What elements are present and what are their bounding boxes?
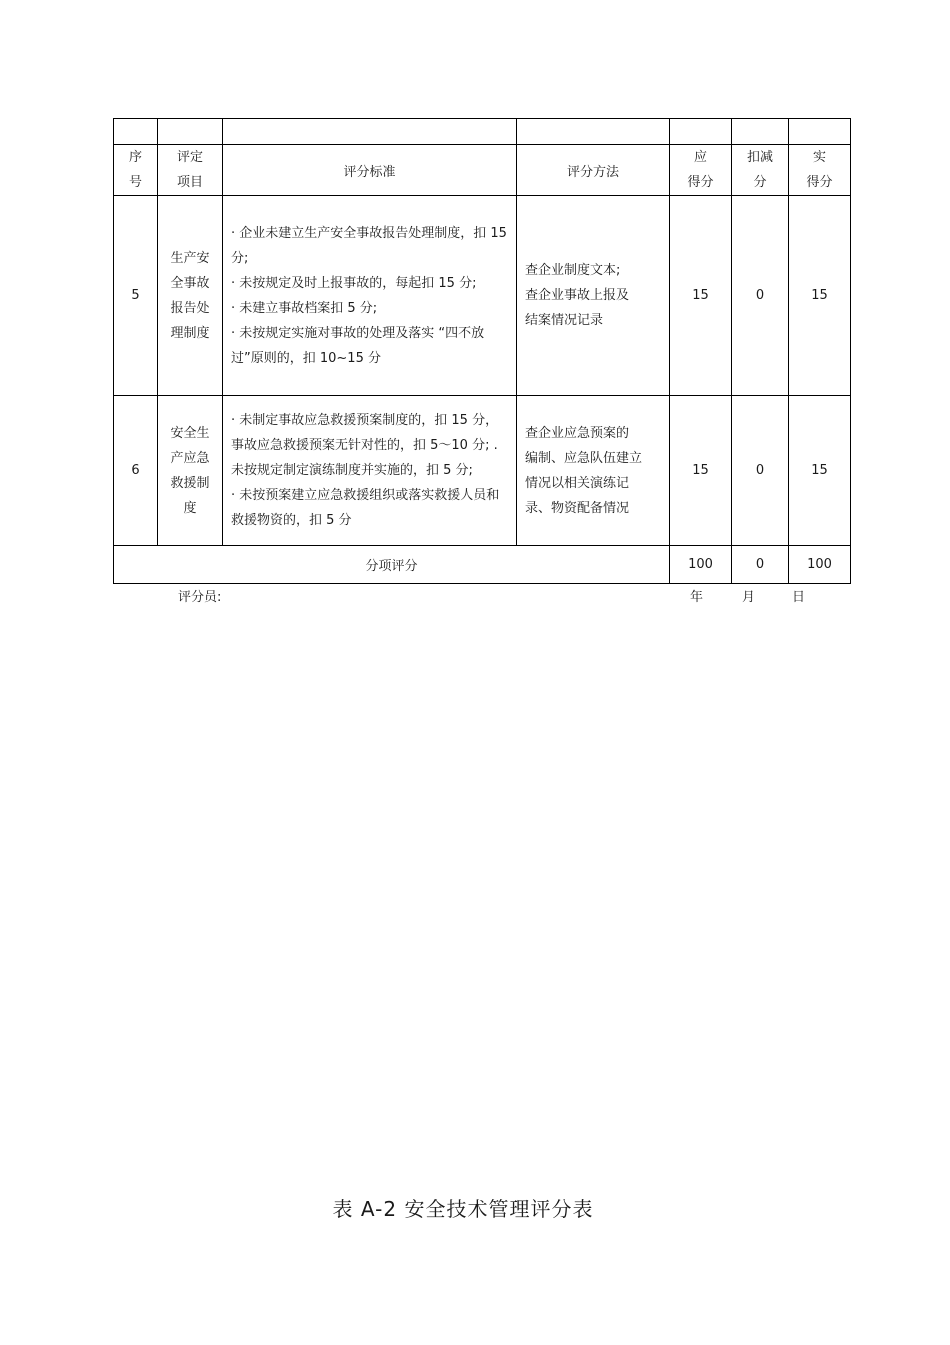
- table-caption: 表 A-2 安全技术管理评分表: [332, 1197, 594, 1221]
- row-criteria: · 企业未建立生产安全事故报告处理制度，扣 15 分; · 未按规定及时上报事故的，每起扣 15 分; · 未建立事故档案扣 5 分; · 未按规定实施对事故的处理及落实 “四不放过”原则的，扣 10~15 分: [223, 196, 517, 396]
- header-row: [114, 145, 851, 196]
- score-table: [113, 118, 851, 584]
- row-method: 查企业应急预案的 编制、应急队伍建立 情况以相关演练记 录、物资配备情况: [517, 396, 670, 546]
- row-actual: 15: [789, 196, 851, 396]
- row-criteria: · 未制定事故应急救援预案制度的，扣 15 分，事故应急救援预案无针对性的，扣 5～10 分; .未按规定制定演练制度并实施的，扣 5 分; · 未按预案建立应急救援组织或落实救援人员和救援物资的，扣 5 分: [223, 396, 517, 546]
- day-label: 日: [792, 590, 806, 605]
- blank-row: [114, 119, 851, 145]
- row-due: 15: [670, 196, 732, 396]
- header-method: 评分方法: [517, 145, 670, 196]
- header-item: 评定 项目: [158, 145, 223, 196]
- row-deduct: 0: [732, 196, 789, 396]
- header-no: 序 号: [114, 145, 158, 196]
- table-row: [114, 196, 851, 396]
- header-due: 应 得分: [670, 145, 732, 196]
- month-label: 月: [742, 590, 756, 605]
- subtotal-due: 100: [670, 546, 732, 584]
- subtotal-row: [114, 546, 851, 584]
- subtotal-deduct: 0: [732, 546, 789, 584]
- header-actual: 实 得分: [789, 145, 851, 196]
- date-line: [690, 586, 805, 605]
- subtotal-label: 分项评分: [114, 546, 670, 584]
- row-actual: 15: [789, 396, 851, 546]
- row-item: 生产安 全事故 报告处 理制度: [158, 196, 223, 396]
- row-no: 5: [114, 196, 158, 396]
- row-method: 查企业制度文本; 查企业事故上报及 结案情况记录: [517, 196, 670, 396]
- scorer-label: 评分员:: [178, 590, 222, 605]
- year-label: 年: [690, 590, 704, 605]
- table-row: [114, 396, 851, 546]
- subtotal-actual: 100: [789, 546, 851, 584]
- row-deduct: 0: [732, 396, 789, 546]
- header-deduct: 扣减 分: [732, 145, 789, 196]
- header-criteria: 评分标准: [223, 145, 517, 196]
- row-no: 6: [114, 396, 158, 546]
- row-due: 15: [670, 396, 732, 546]
- row-item: 安全生 产应急 救援制 度: [158, 396, 223, 546]
